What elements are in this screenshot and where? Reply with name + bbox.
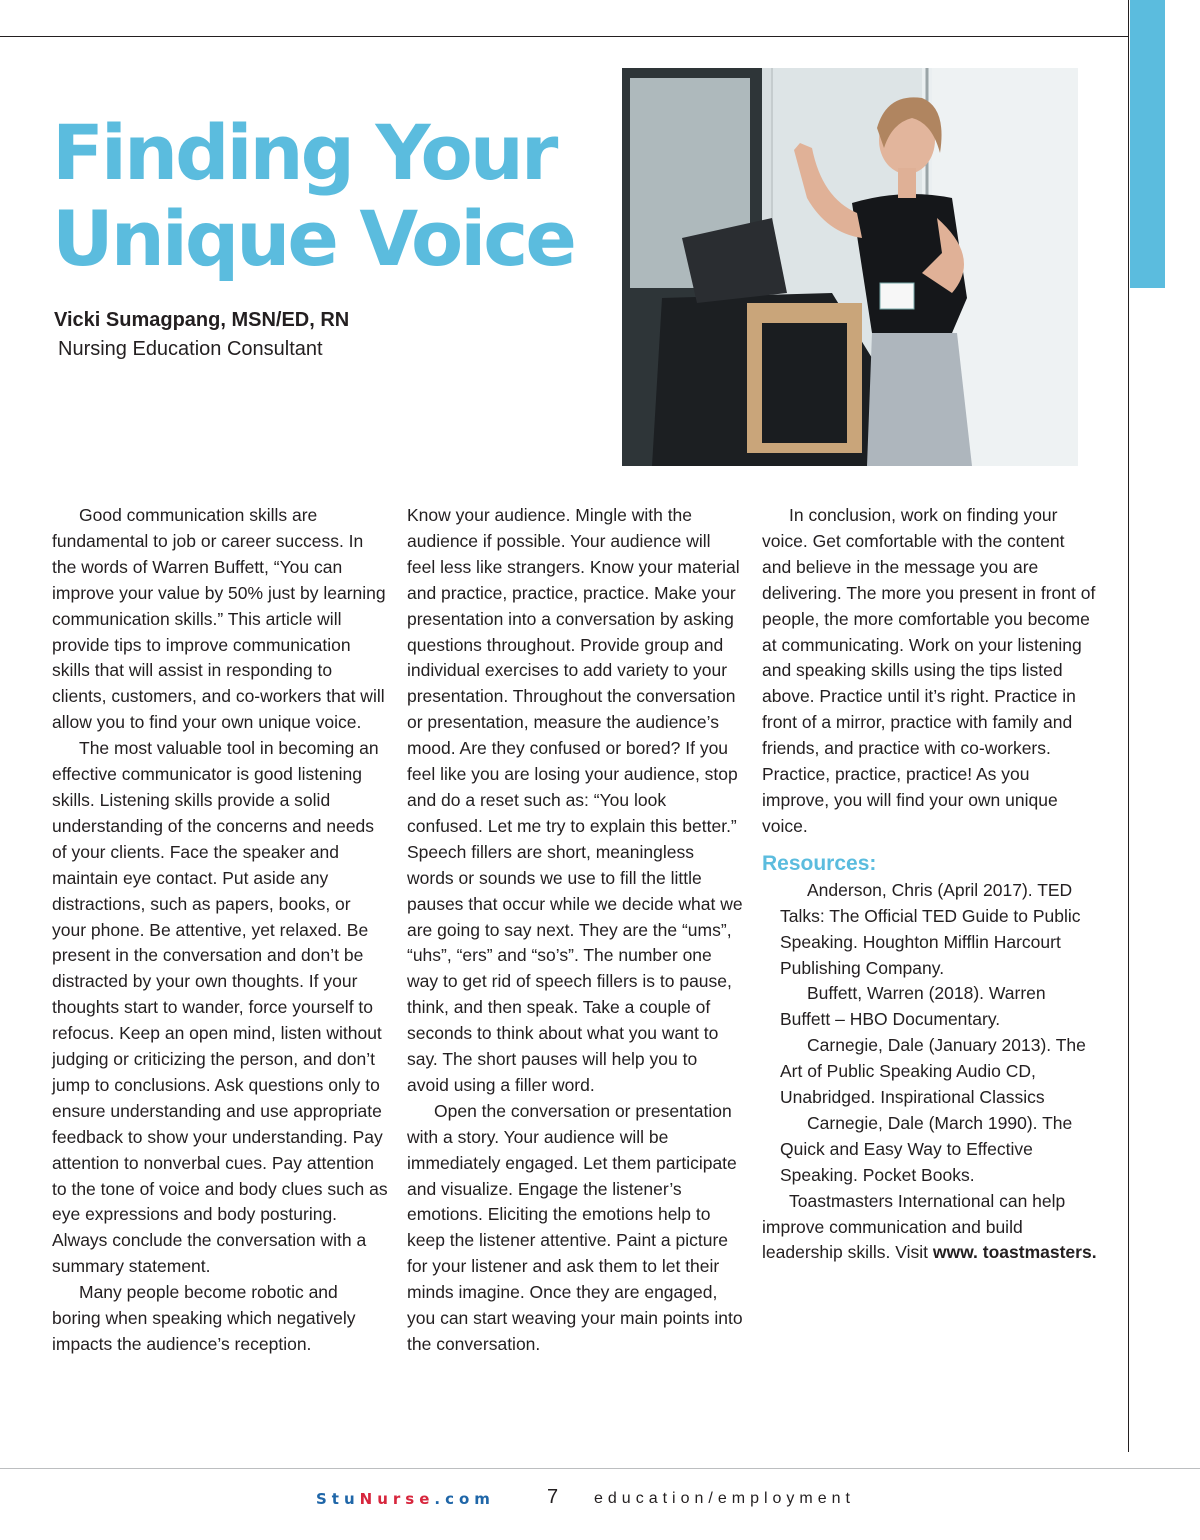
toastmasters-text: Toastmasters International can help improve communication and build leadership skills. Visit xyxy=(762,1190,1066,1263)
reference-item: Carnegie, Dale (March 1990). The Quick and Easy Way to Effective Speaking. Pocket Books. xyxy=(780,1112,1073,1185)
toastmasters-paragraph xyxy=(762,1189,1098,1267)
paragraph: Open the conversation or presentation with a story. Your audience will be immediately engaged. Let them participate and visualize. Engage the listener’s emotions. Eliciting the emotions help to keep the listener attentive. Paint a picture for your listener and ask them to let their minds imagine. Once they are engaged, you can start weaving your main points into the conversation. xyxy=(407,1100,743,1354)
paragraph: Speech fillers are short, meaningless words or sounds we use to fill the little pauses that occur while we decide what we are going to say next. They are the “ums”, “uhs”, “ers” and “so’s”. The number one way to get rid of speech fillers is to pause, think, and then speak. Take a couple of seconds to think about what you want to say. The short pauses will help you to avoid using a filler word. xyxy=(407,841,743,1095)
reference-item: Anderson, Chris (April 2017). TED Talks: The Official TED Guide to Public Speaking. Houghton Mifflin Harcourt Publishing Company. xyxy=(780,879,1081,978)
author-role: Nursing Education Consultant xyxy=(58,338,323,360)
footer-rule xyxy=(0,1468,1200,1469)
author-name: Vicki Sumagpang, MSN/ED, RN xyxy=(54,309,350,331)
column-1 xyxy=(52,503,388,1358)
footer-section: education/employment xyxy=(594,1490,855,1507)
brand-com: .com xyxy=(434,1490,495,1508)
side-rule xyxy=(1128,0,1129,1452)
resources-heading: Resources: xyxy=(762,851,877,875)
article-title xyxy=(52,110,612,282)
toastmasters-link[interactable]: www. toastmasters. xyxy=(932,1242,1097,1263)
article-photo xyxy=(622,68,1078,466)
footer-brand xyxy=(316,1490,495,1508)
top-rule xyxy=(0,36,1128,37)
side-accent-tab xyxy=(1130,0,1165,288)
column-3 xyxy=(762,503,1098,1266)
paragraph: Many people become robotic and boring when speaking which negatively impacts the audience’s reception. xyxy=(52,1282,356,1354)
brand-nurse: Nurse xyxy=(359,1490,435,1508)
title-line-1: Finding Your xyxy=(52,108,556,197)
paragraph: Know your audience. Mingle with the audience if possible. Your audience will feel less like strangers. Know your material and practice, practice, practice. Make your presentation into a conversation by asking questions throughout. Provide group and individual exercises to add variety to your presentation. Throughout the conversation or presentation, measure the audience’s mood. Are they confused or bored? If you feel like you are losing your audience, stop and do a reset such as: “You look confused. Let me try to explain this better.” xyxy=(407,505,740,836)
column-2 xyxy=(407,503,743,1358)
title-line-2: Unique Voice xyxy=(52,194,574,283)
brand-stu: Stu xyxy=(316,1490,360,1508)
paragraph: Good communication skills are fundamental to job or career success. In the words of Warren Buffett, “You can improve your value by 50% just by learning communication skills.” This article will provide tips to improve communication skills that will assist in responding to clients, customers, and co-workers that will allow you to find your own unique voice. xyxy=(52,505,386,733)
paragraph: In conclusion, work on finding your voice. Get comfortable with the content and believe in the message you are delivering. The more you present in front of people, the more comfortable you become at communicating. Work on your listening and speaking skills using the tips listed above. Practice until it’s right. Practice in front of a mirror, practice with family and friends, and practice with co-workers. Practice, practice, practice! As you improve, you will find your own unique voice. xyxy=(762,505,1096,836)
paragraph: The most valuable tool in becoming an effective communicator is good listening skills. Listening skills provide a solid understanding of the concerns and needs of your clients. Face the speaker and maintain eye contact. Put aside any distractions, such as papers, books, or your phone. Be attentive, yet relaxed. Be present in the conversation and don’t be distracted by your own thoughts. If your thoughts start to wander, force yourself to refocus. Keep an open mind, listen without judging or criticizing the person, and don’t jump to conclusions. Ask questions only to ensure understanding and use appropriate feedback to show your understanding. Pay attention to nonverbal cues. Pay attention to the tone of voice and body clues such as eye expressions and body posturing. Always conclude the conversation with a summary statement. xyxy=(52,738,388,1277)
page-number: 7 xyxy=(547,1486,559,1508)
reference-item: Buffett, Warren (2018). Warren Buffett – HBO Documentary. xyxy=(780,983,1046,1030)
reference-item: Carnegie, Dale (January 2013). The Art of Public Speaking Audio CD, Unabridged. Inspirational Classics xyxy=(780,1035,1086,1108)
